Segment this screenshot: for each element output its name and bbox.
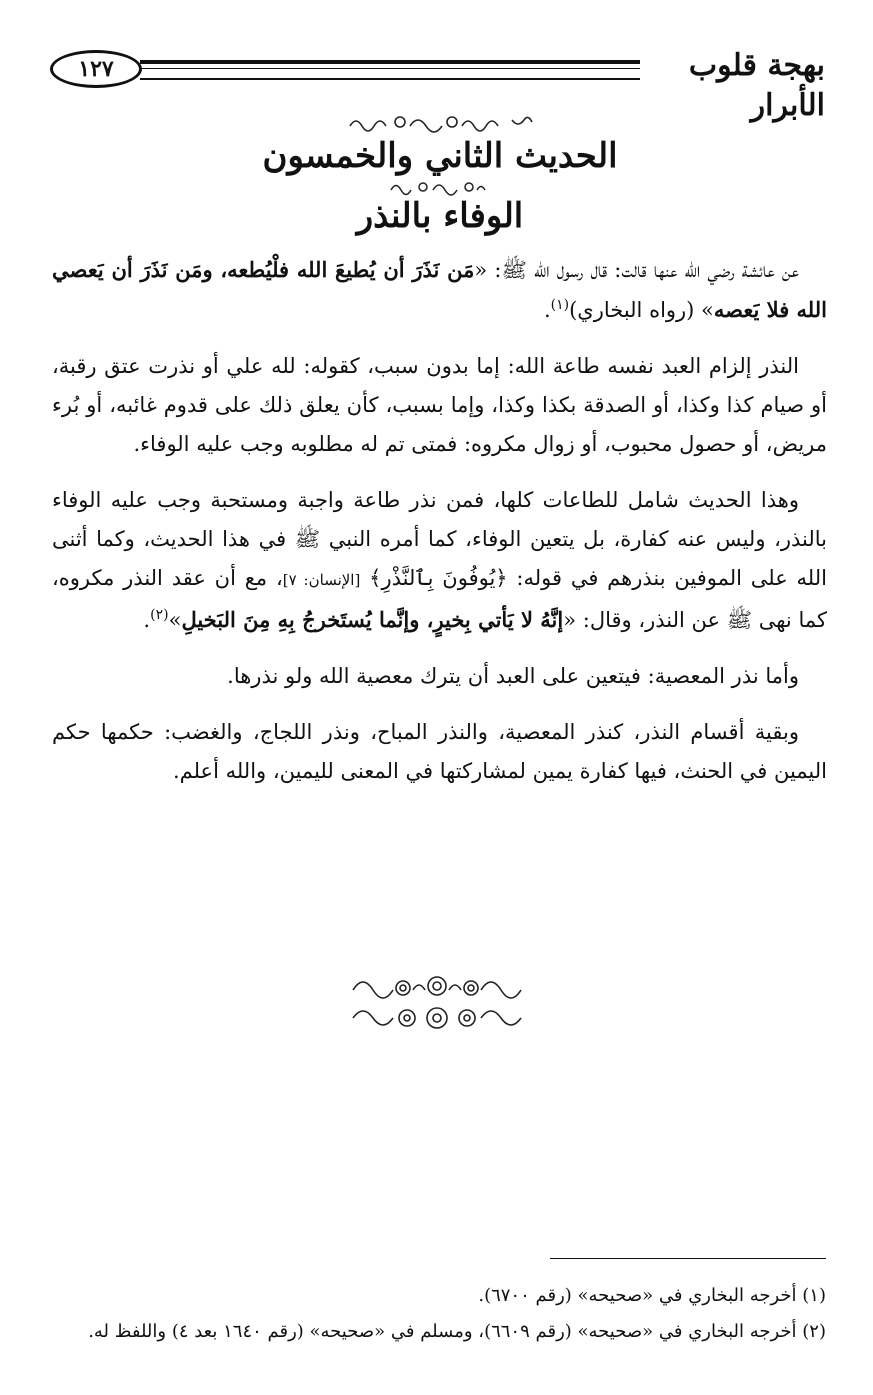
ornamental-flourish-icon (340, 112, 540, 134)
footnotes (40, 1278, 826, 1350)
hadith-text: إنَّهُ لا يَأتي بِخيرٍ، وإنَّما يُستَخرجُ بِهِ مِنَ البَخيلِ (181, 607, 564, 632)
ornamental-flourish-icon (385, 178, 495, 196)
footnote-rule (550, 1258, 826, 1259)
hadith-intro: عن عائشة رضي الله عنها قالت: قال رسول الله ﷺ: « (474, 258, 799, 282)
quran-reference: [الإنسان: ٧] (282, 571, 361, 589)
footnote-2: (٢) أخرجه البخاري في «صحيحه» (رقم ٦٦٠٩)، ومسلم في «صحيحه» (رقم ١٦٤٠ بعد ٤) واللفظ له. (88, 1321, 826, 1342)
paragraph-other-vows: وبقية أقسام النذر، كنذر المعصية، والنذر المباح، ونذر اللجاج، والغضب: حكمها حكم اليمين في الحنث، فيها كفارة يمين لمشاركتها في المعنى لليمين، والله أعلم. (52, 720, 827, 783)
paragraph-sin-vow: وأما نذر المعصية: فيتعين على العبد أن يترك معصية الله ولو نذرها. (227, 664, 799, 688)
footnote-ref: (١) (550, 297, 570, 313)
chapter-heading (180, 112, 700, 236)
quote-close: » (168, 608, 182, 632)
page-number: ١٢٧ (50, 50, 142, 88)
footnote-1: (١) أخرجه البخاري في «صحيحه» (رقم ٦٧٠٠). (478, 1285, 826, 1306)
sentence-end: . (543, 298, 551, 322)
page-header (50, 42, 825, 123)
sentence-end: . (143, 608, 151, 632)
ruling-text: وهذا الحديث شامل للطاعات كلها، فمن نذر طاعة واجبة ومستحبة وجب عليه الوفاء بالنذر، وليس عنه كفارة، بل يتعين الوفاء، كما أمره النبي ﷺ في هذا الحديث، وكما أثنى الله على الموفين بنذرهم في قوله: (52, 488, 827, 590)
hadith-text: مَن نَذَرَ أن يُطيعَ الله فلْيُطعه، ومَن نَذَرَ أن يَعصي الله فلا يَعصه (52, 257, 827, 322)
book-title: بهجة قلوب الأبرار (688, 48, 825, 123)
quran-verse: ﴿يُوفُونَ بِٱلنَّذْرِ﴾ (369, 566, 508, 590)
header-rule (140, 60, 640, 80)
chapter-title: الحديث الثاني والخمسون (262, 136, 618, 176)
paragraph-hadith (52, 250, 827, 330)
chapter-subtitle: الوفاء بالنذر (356, 196, 524, 236)
ruling-text-cont: ، مع أن عقد النذر مكروه، كما نهى ﷺ عن النذر، وقال: « (52, 566, 827, 632)
paragraph-definition: النذر إلزام العبد نفسه طاعة الله: إما بدون سبب، كقوله: لله علي أو نذرت عتق رقبة، أو صيام كذا وكذا، أو الصدقة بكذا وكذا، وإما بسبب، كأن يعلق ذلك على قدوم غائبه، أو بُرء مريض، أو حصول محبوب، أو زوال مكروه: فمتى تم له مطلوبه وجب عليه الوفاء. (52, 354, 827, 456)
hadith-source: » (رواه البخاري) (569, 298, 714, 322)
body-text (52, 250, 827, 808)
footnote-ref: (٢) (150, 607, 169, 623)
floral-divider-icon (345, 968, 530, 1038)
paragraph-ruling (52, 481, 827, 640)
